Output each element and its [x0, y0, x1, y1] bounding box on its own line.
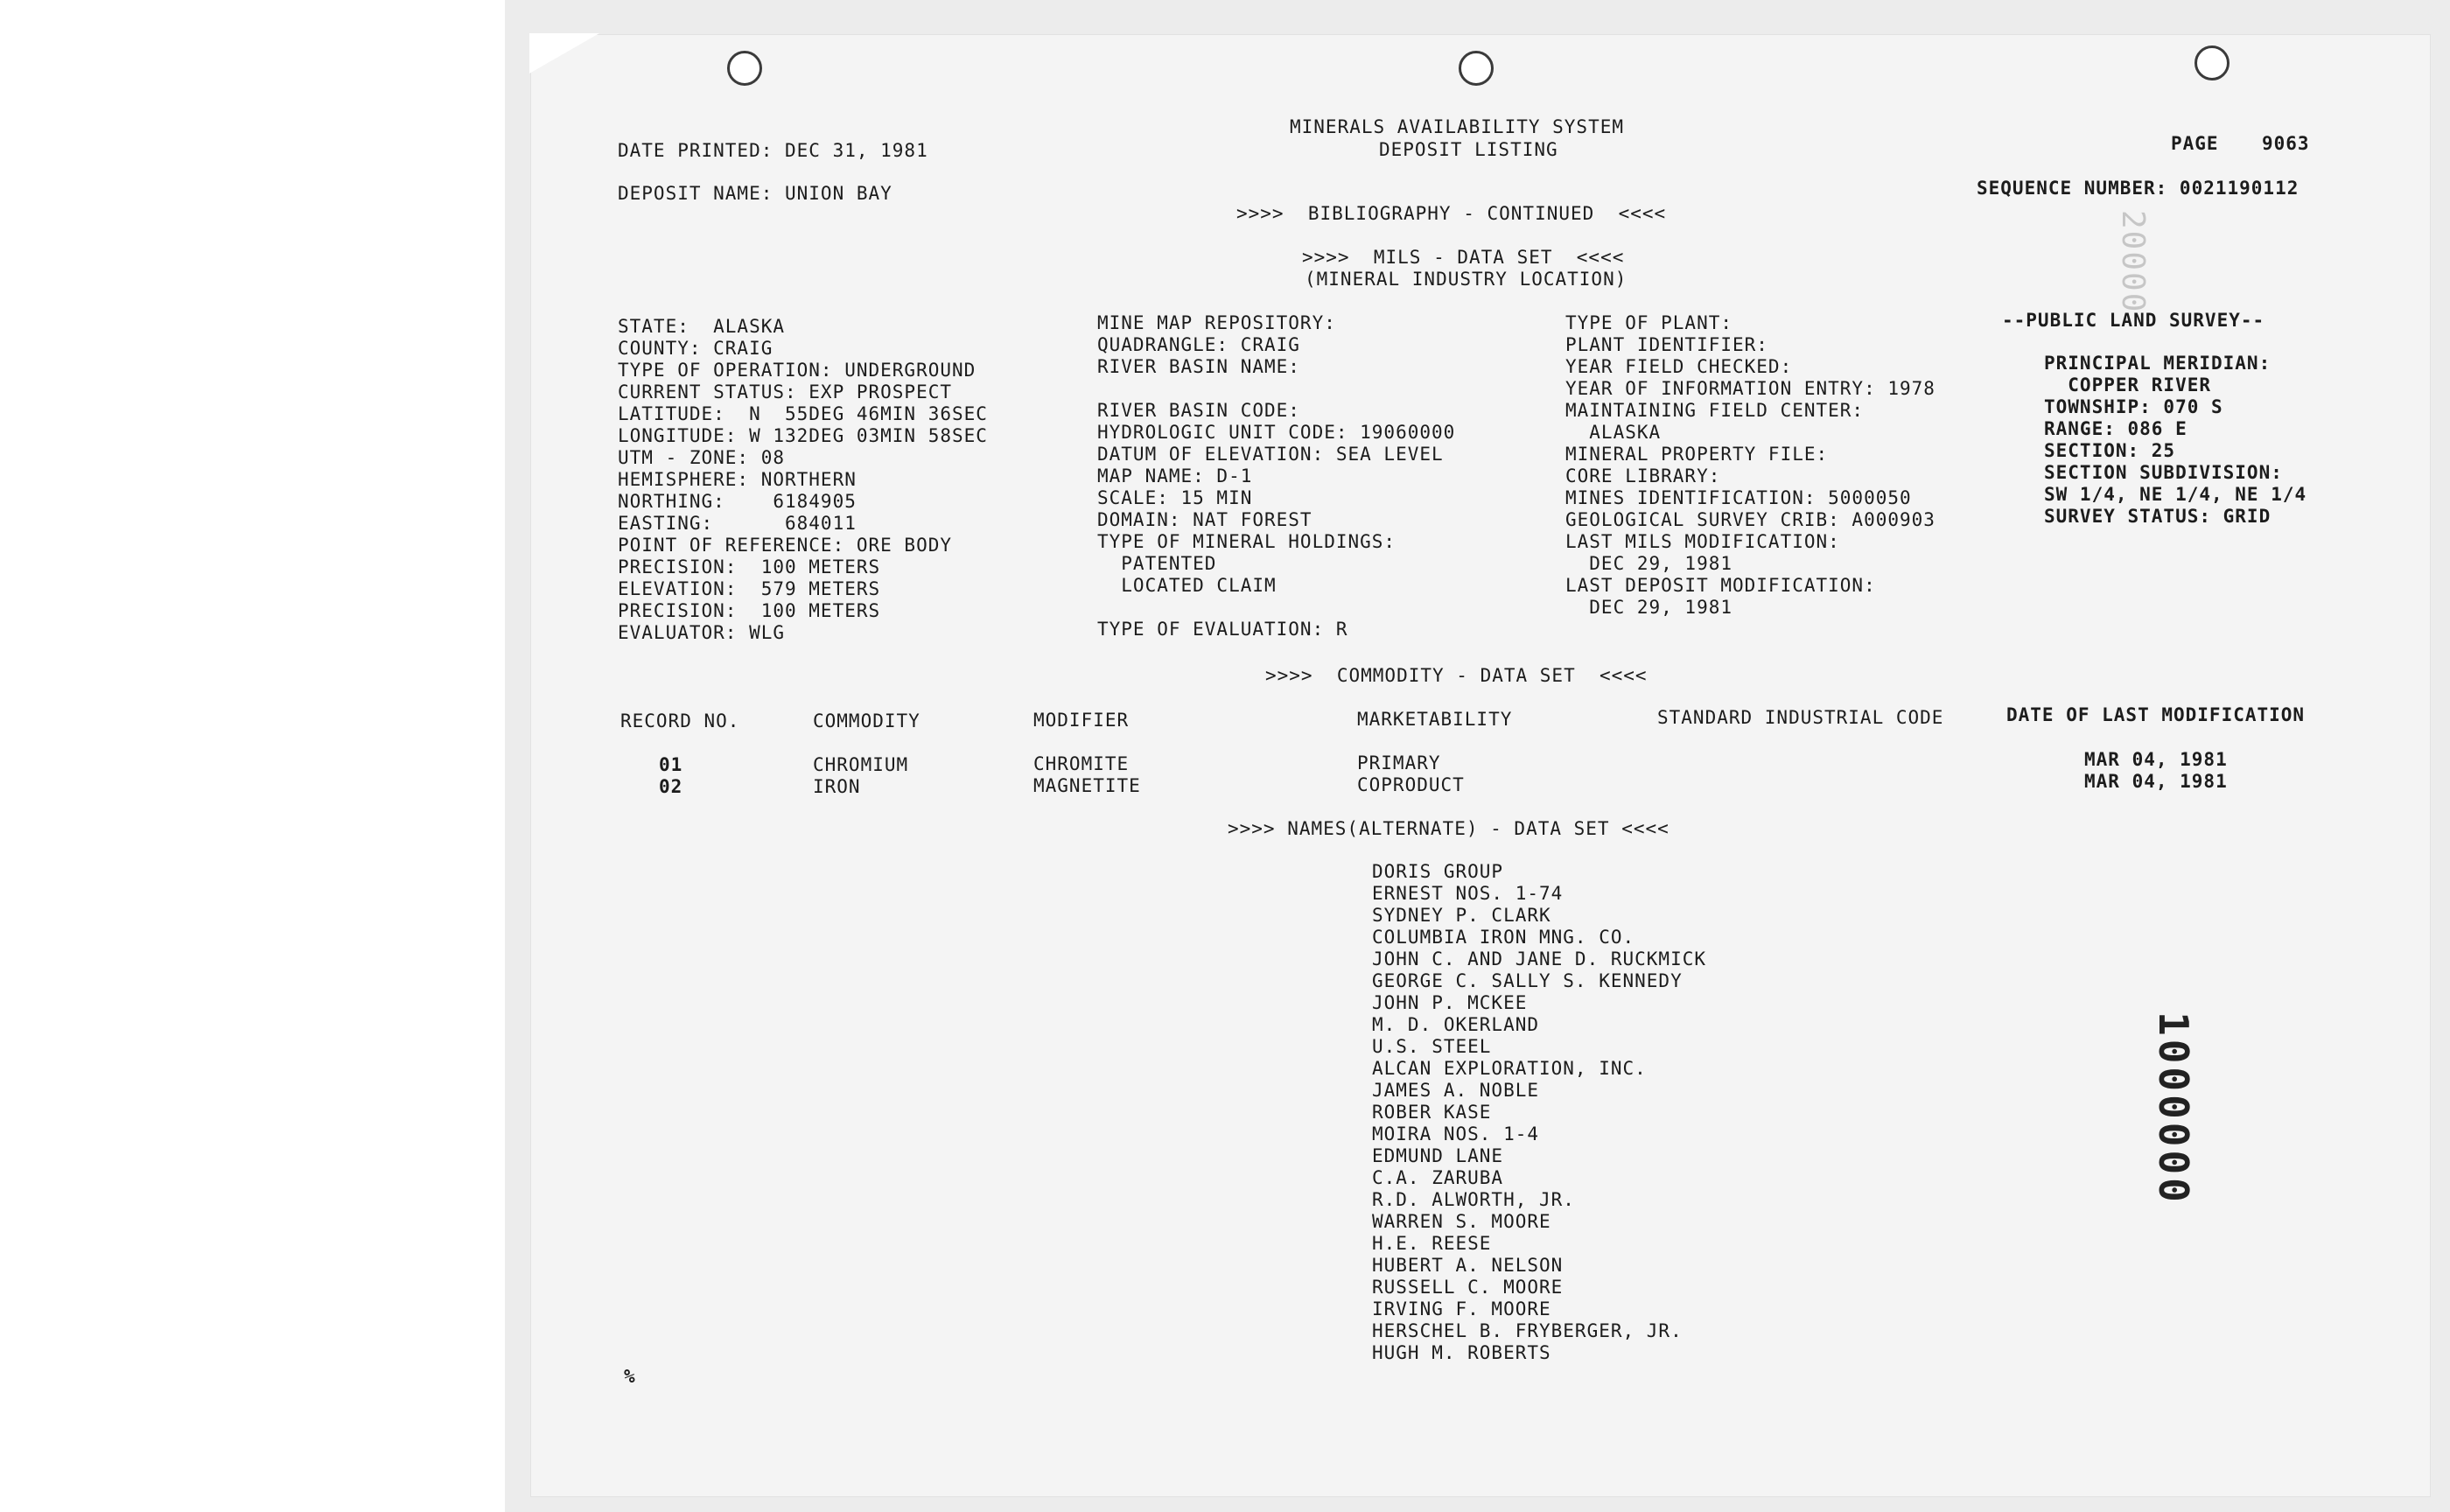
list-item: JOHN C. AND JANE D. RUCKMICK	[1372, 948, 1707, 970]
page-label: PAGE	[2171, 133, 2219, 154]
list-item: JAMES A. NOBLE	[1372, 1080, 1540, 1101]
field-line: POINT OF REFERENCE: ORE BODY	[618, 535, 953, 556]
cell-marketability: PRIMARY	[1357, 752, 1441, 774]
field-line: NORTHING: 6184905	[618, 491, 857, 512]
field-line: MINE MAP REPOSITORY:	[1097, 312, 1336, 333]
field-line: STATE: ALASKA	[618, 316, 786, 337]
field-line	[1097, 378, 1455, 400]
field-line: SW 1/4, NE 1/4, NE 1/4	[2044, 484, 2307, 505]
list-item: SYDNEY P. CLARK	[1372, 905, 1551, 926]
column-header-marketability: MARKETABILITY	[1357, 709, 1513, 730]
field-line	[1097, 597, 1455, 619]
system-title: MINERALS AVAILABILITY SYSTEM	[1290, 116, 1625, 137]
field-line: DATUM OF ELEVATION: SEA LEVEL	[1097, 444, 1444, 465]
cell-modifier: MAGNETITE	[1033, 775, 1141, 796]
location-column-3	[1565, 312, 1936, 619]
column-header-commodity: COMMODITY	[813, 710, 920, 732]
list-item: EDMUND LANE	[1372, 1145, 1504, 1166]
column-header-modifier: MODIFIER	[1033, 710, 1130, 731]
field-line: LAST DEPOSIT MODIFICATION:	[1565, 575, 1876, 596]
footer-mark: %	[624, 1366, 636, 1387]
list-item: IRVING F. MOORE	[1372, 1298, 1551, 1320]
field-line: MINES IDENTIFICATION: 5000050	[1565, 487, 1912, 508]
field-line: PLANT IDENTIFIER:	[1565, 334, 1768, 355]
list-item: ALCAN EXPLORATION, INC.	[1372, 1058, 1647, 1079]
field-line: ELEVATION: 579 METERS	[618, 578, 881, 599]
cell-date-modified: MAR 04, 1981	[2084, 749, 2228, 770]
field-line: HEMISPHERE: NORTHERN	[618, 469, 857, 490]
alternate-names-list	[1372, 861, 1706, 1364]
field-line: UTM - ZONE: 08	[618, 447, 786, 468]
field-line: EVALUATOR: WLG	[618, 622, 786, 643]
field-line: ALASKA	[1565, 422, 1662, 443]
field-line: EASTING: 684011	[618, 513, 857, 534]
field-line: TYPE OF EVALUATION: R	[1097, 619, 1348, 640]
list-item: WARREN S. MOORE	[1372, 1211, 1551, 1232]
commodity-heading: >>>> COMMODITY - DATA SET <<<<	[1265, 665, 1648, 686]
listing-title: DEPOSIT LISTING	[1379, 139, 1558, 160]
location-column-2	[1097, 312, 1455, 640]
folded-corner	[529, 33, 599, 74]
punch-hole-left	[727, 51, 762, 86]
field-line: PRECISION: 100 METERS	[618, 600, 881, 621]
date-printed: DATE PRINTED: DEC 31, 1981	[618, 140, 928, 161]
bibliography-heading: >>>> BIBLIOGRAPHY - CONTINUED <<<<	[1236, 203, 1667, 224]
list-item: ERNEST NOS. 1-74	[1372, 883, 1564, 904]
field-line: GEOLOGICAL SURVEY CRIB: A000903	[1565, 509, 1936, 530]
field-line: SURVEY STATUS: GRID	[2044, 506, 2272, 527]
location-column-4	[2044, 353, 2306, 528]
list-item: HERSCHEL B. FRYBERGER, JR.	[1372, 1320, 1683, 1341]
cell-commodity: IRON	[813, 776, 861, 797]
field-line: DOMAIN: NAT FOREST	[1097, 509, 1312, 530]
list-item: ROBER KASE	[1372, 1102, 1492, 1123]
list-item: H.E. REESE	[1372, 1233, 1492, 1254]
field-line: LONGITUDE: W 132DEG 03MIN 58SEC	[618, 425, 988, 446]
field-line: CORE LIBRARY:	[1565, 466, 1721, 486]
faint-stamp-number: 20000	[2115, 210, 2151, 314]
field-line: LATITUDE: N 55DEG 46MIN 36SEC	[618, 403, 988, 424]
cell-date-modified: MAR 04, 1981	[2084, 771, 2228, 792]
list-item: R.D. ALWORTH, JR.	[1372, 1189, 1575, 1210]
field-line: SECTION SUBDIVISION:	[2044, 462, 2283, 483]
field-line: TYPE OF MINERAL HOLDINGS:	[1097, 531, 1396, 552]
column-header-sic: STANDARD INDUSTRIAL CODE	[1657, 707, 1944, 728]
names-heading: >>>> NAMES(ALTERNATE) - DATA SET <<<<	[1228, 818, 1670, 839]
cell-modifier: CHROMITE	[1033, 753, 1130, 774]
field-line: QUADRANGLE: CRAIG	[1097, 334, 1300, 355]
field-line: MINERAL PROPERTY FILE:	[1565, 444, 1829, 465]
list-item: HUBERT A. NELSON	[1372, 1255, 1564, 1276]
field-line: COPPER RIVER	[2044, 374, 2212, 396]
column-header-record-no: RECORD NO.	[620, 710, 740, 732]
field-line: PATENTED	[1097, 553, 1217, 574]
page-number: 9063	[2262, 133, 2310, 154]
list-item: JOHN P. MCKEE	[1372, 992, 1528, 1013]
column-header-date-modified: DATE OF LAST MODIFICATION	[2006, 704, 2306, 725]
field-line: SCALE: 15 MIN	[1097, 487, 1253, 508]
field-line: CURRENT STATUS: EXP PROSPECT	[618, 382, 953, 402]
field-line: PRECISION: 100 METERS	[618, 556, 881, 578]
frame-stamp-number: 1000000	[2150, 1012, 2197, 1206]
sequence-number: SEQUENCE NUMBER: 0021190112	[1977, 178, 2300, 199]
field-line: TOWNSHIP: 070 S	[2044, 396, 2223, 417]
field-line: TYPE OF OPERATION: UNDERGROUND	[618, 360, 976, 381]
field-line: YEAR FIELD CHECKED:	[1565, 356, 1793, 377]
list-item: U.S. STEEL	[1372, 1036, 1492, 1057]
field-line: RIVER BASIN CODE:	[1097, 400, 1300, 421]
public-land-survey-heading: --PUBLIC LAND SURVEY--	[2002, 310, 2265, 331]
field-line: DEC 29, 1981	[1565, 553, 1733, 574]
cell-commodity: CHROMIUM	[813, 754, 909, 775]
field-line: COUNTY: CRAIG	[618, 338, 774, 359]
field-line: RIVER BASIN NAME:	[1097, 356, 1300, 377]
field-line: RANGE: 086 E	[2044, 418, 2188, 439]
mils-subheading: (MINERAL INDUSTRY LOCATION)	[1305, 269, 1628, 290]
field-line: MAP NAME: D-1	[1097, 466, 1253, 486]
field-line: HYDROLOGIC UNIT CODE: 19060000	[1097, 422, 1456, 443]
list-item: DORIS GROUP	[1372, 861, 1504, 882]
location-column-1	[618, 316, 988, 644]
punch-hole-right	[2194, 46, 2230, 80]
list-item: RUSSELL C. MOORE	[1372, 1277, 1564, 1298]
punch-hole-center	[1459, 51, 1494, 86]
list-item: HUGH M. ROBERTS	[1372, 1342, 1551, 1363]
field-line: DEC 29, 1981	[1565, 597, 1733, 618]
field-line: SECTION: 25	[2044, 440, 2176, 461]
field-line: TYPE OF PLANT:	[1565, 312, 1733, 333]
list-item: M. D. OKERLAND	[1372, 1014, 1540, 1035]
mils-heading: >>>> MILS - DATA SET <<<<	[1302, 247, 1625, 268]
cell-record-no: 01	[659, 754, 683, 775]
list-item: C.A. ZARUBA	[1372, 1167, 1504, 1188]
list-item: GEORGE C. SALLY S. KENNEDY	[1372, 970, 1683, 991]
cell-marketability: COPRODUCT	[1357, 774, 1465, 795]
field-line: LOCATED CLAIM	[1097, 575, 1277, 596]
field-line: LAST MILS MODIFICATION:	[1565, 531, 1840, 552]
list-item: MOIRA NOS. 1-4	[1372, 1124, 1540, 1144]
field-line: PRINCIPAL MERIDIAN:	[2044, 353, 2272, 374]
deposit-name: DEPOSIT NAME: UNION BAY	[618, 183, 892, 204]
cell-record-no: 02	[659, 776, 683, 797]
list-item: COLUMBIA IRON MNG. CO.	[1372, 927, 1635, 948]
field-line: YEAR OF INFORMATION ENTRY: 1978	[1565, 378, 1936, 399]
field-line: MAINTAINING FIELD CENTER:	[1565, 400, 1865, 421]
